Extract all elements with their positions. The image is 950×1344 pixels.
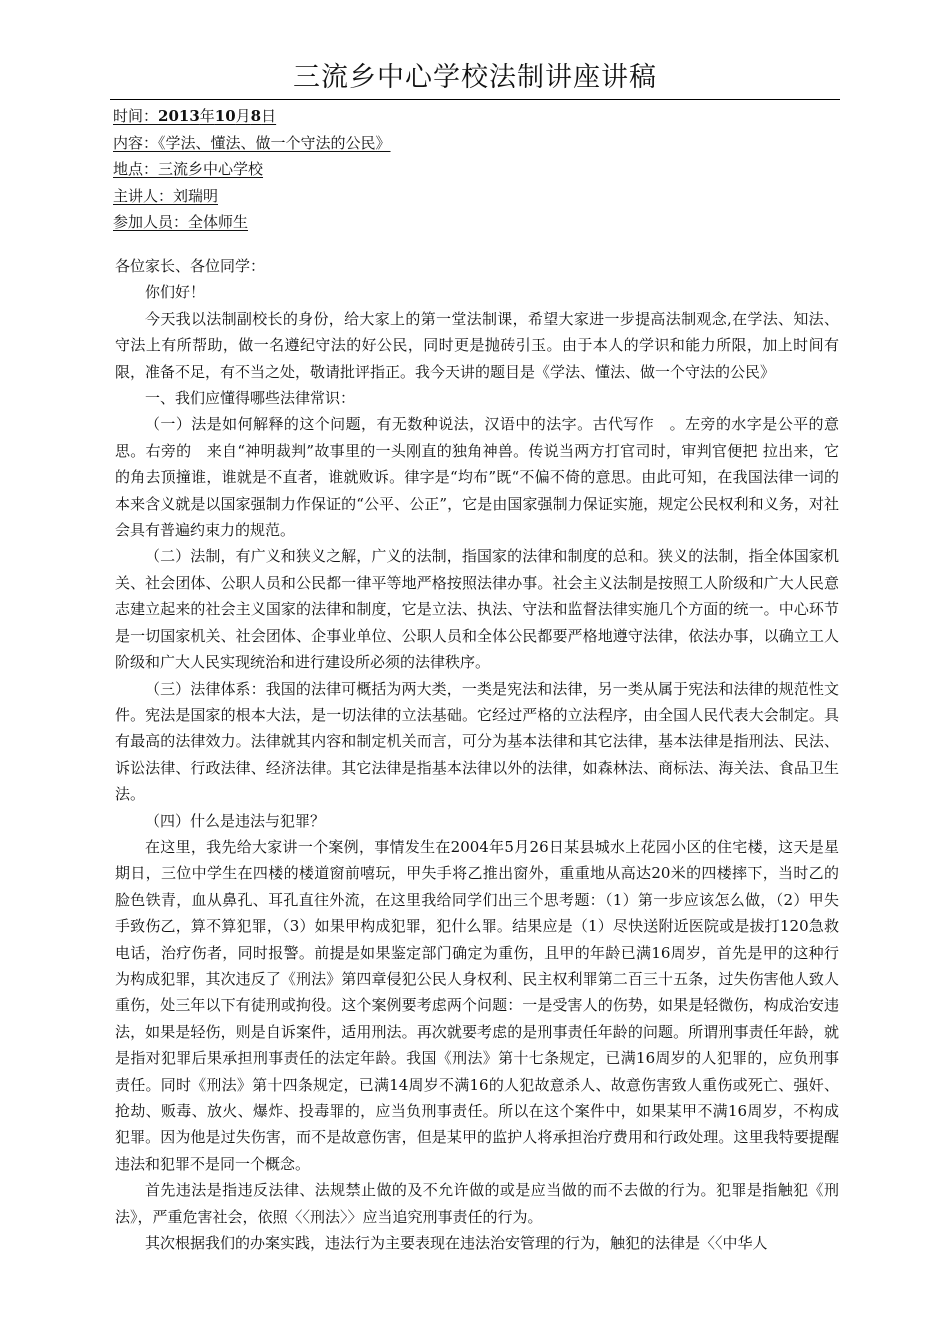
paragraph: （二）法制，有广义和狭义之解，广义的法制，指国家的法律和制度的总和。狭义的法制，指全体国家机关、社会团体、公职人员和公民都一律平等地严格按照法律办事。社会主义法制是按照工人阶级和广大人民意志建立起来的社会主义国家的法律和制度，它是立法、执法、守法和监督法律实施几个方面的统一。中心环节是一切国家机关、社会团体、企事业单位、公职人员和全体公民都要严格地遵守法律，依法办事，以确立工人阶级和广大人民实现统治和进行建设所必须的法律秩序。: [115, 547, 839, 672]
meta-content: [113, 130, 813, 157]
meta-time: [113, 103, 813, 130]
document-body: [115, 253, 839, 1256]
meta-attendees: [113, 209, 813, 236]
meta-content-text: 内容：《学法、懂法、做一个守法的公民》: [113, 133, 391, 152]
meta-attendees-text: 参加人员：全体师生: [113, 213, 249, 232]
greeting: 你们好！: [145, 283, 206, 302]
meta-block: [113, 103, 813, 236]
paragraph: （一）法是如何解释的这个问题，有无数种说法，汉语中的法字。古代写作 。左旁的水字是公平的意思。右旁的 来自“神明裁判”故事里的一头刚直的独角神兽。传说当两方打官司时，审判官便把 拉出来，它的角去顶撞谁，谁就是不直者，谁就败诉。律字是“均布”既“不偏不倚的意思。由此可知，在我国法律一词的本来含义就是以国家强制力作保证的“公平、公正”，它是由国家强制力保证实施，规定公民权利和义务，对社会具有普遍约束力的规范。: [115, 415, 839, 540]
meta-speaker: [113, 183, 813, 210]
meta-time-year-unit: 年: [199, 107, 215, 125]
meta-time-month: 10: [214, 107, 236, 125]
paragraph: 首先违法是指违反法律、法规禁止做的及不允许做的或是应当做的而不去做的行为。犯罪是指触犯《刑法》，严重危害社会，依照〈〈刑法〉〉应当追究刑事责任的行为。: [115, 1181, 839, 1226]
meta-place-text: 地点：三流乡中心学校: [113, 160, 264, 179]
meta-time-day-unit: 日: [261, 107, 277, 125]
paragraph: 在这里，我先给大家讲一个案例，事情发生在2004年5月26日某县城水上花园小区的住宅楼，这天是星期日，三位中学生在四楼的楼道窗前嘻玩，甲失手将乙推出窗外，重重地从高达20米的四楼摔下，当时乙的脸色铁青，血从鼻孔、耳孔直往外流，在这里我给同学们出三个思考题：（1）第一步应该怎么做，（2）甲失手致伤乙，算不算犯罪，（3）如果甲构成犯罪，犯什么罪。结果应是（1）尽快送附近医院或是拔打120急救电话，治疗伤者，同时报警。前提是如果鉴定部门确定为重伤，且甲的年龄已满16周岁，首先是甲的这种行为构成犯罪，其次违反了《刑法》第四章侵犯公民人身权利、民主权利罪第二百三十五条，过失伤害他人致人重伤，处三年以下有徒刑或拘役。这个案例要考虑两个问题：一是受害人的伤势，如果是轻微伤，构成治安违法，如果是轻伤，则是自诉案件，适用刑法。再次就要考虑的是刑事责任年龄的问题。所谓刑事责任年龄，就是指对犯罪后果承担刑事责任的法定年龄。我国《刑法》第十七条规定，已满16周岁的人犯罪的，应负刑事责任。同时《刑法》第十四条规定，已满14周岁不满16的人犯故意杀人、故意伤害致人重伤或死亡、强奸、抢劫、贩毒、放火、爆炸、投毒罪的，应当负刑事责任。所以在这个案件中，如果某甲不满16周岁，不构成犯罪。因为他是过失伤害，而不是故意伤害，但是某甲的监护人将承担治疗费用和行政处理。这里我特要提醒违法和犯罪不是同一个概念。: [115, 837, 839, 1173]
meta-time-month-unit: 月: [235, 107, 251, 125]
meta-time-text: [113, 107, 276, 125]
paragraph: （三）法律体系：我国的法律可概括为两大类，一类是宪法和法律，另一类从属于宪法和法律的规范性文件。宪法是国家的根本大法，是一切法律的立法基础。它经过严格的立法程序，由全国人民代表大会制定。具有最高的法律效力。法律就其内容和制定机关而言，可分为基本法律和其它法律，基本法律是指刑法、民法、诉讼法律、行政法律、经济法律。其它法律是指基本法律以外的法律，如森林法、商标法、海关法、食品卫生法。: [115, 679, 839, 804]
section-heading: 一、我们应懂得哪些法律常识：: [145, 389, 356, 408]
document-title: 三流乡中心学校法制讲座讲稿: [293, 62, 657, 93]
salutation: 各位家长、各位同学：: [115, 257, 266, 275]
sub-heading: （四）什么是违法与犯罪？: [145, 811, 326, 830]
paragraph: 其次根据我们的办案实践，违法行为主要表现在违法治安管理的行为，触犯的法律是〈〈中华人: [145, 1234, 768, 1253]
meta-time-year: 2013: [158, 107, 200, 125]
paragraph: 今天我以法制副校长的身份，给大家上的第一堂法制课，希望大家进一步提高法制观念,在学法、知法、守法上有所帮助，做一名遵纪守法的好公民，同时更是抛砖引玉。由于本人的学识和能力所限，加上时间有限，准备不足，有不当之处，敬请批评指正。我今天讲的题目是《学法、懂法、做一个守法的公民》: [115, 309, 839, 381]
meta-speaker-text: 主讲人：刘瑞明: [113, 186, 219, 205]
meta-place: [113, 156, 813, 183]
meta-time-label: 时间：: [113, 107, 159, 125]
meta-time-day: 8: [250, 107, 262, 125]
title-divider: [110, 99, 840, 100]
